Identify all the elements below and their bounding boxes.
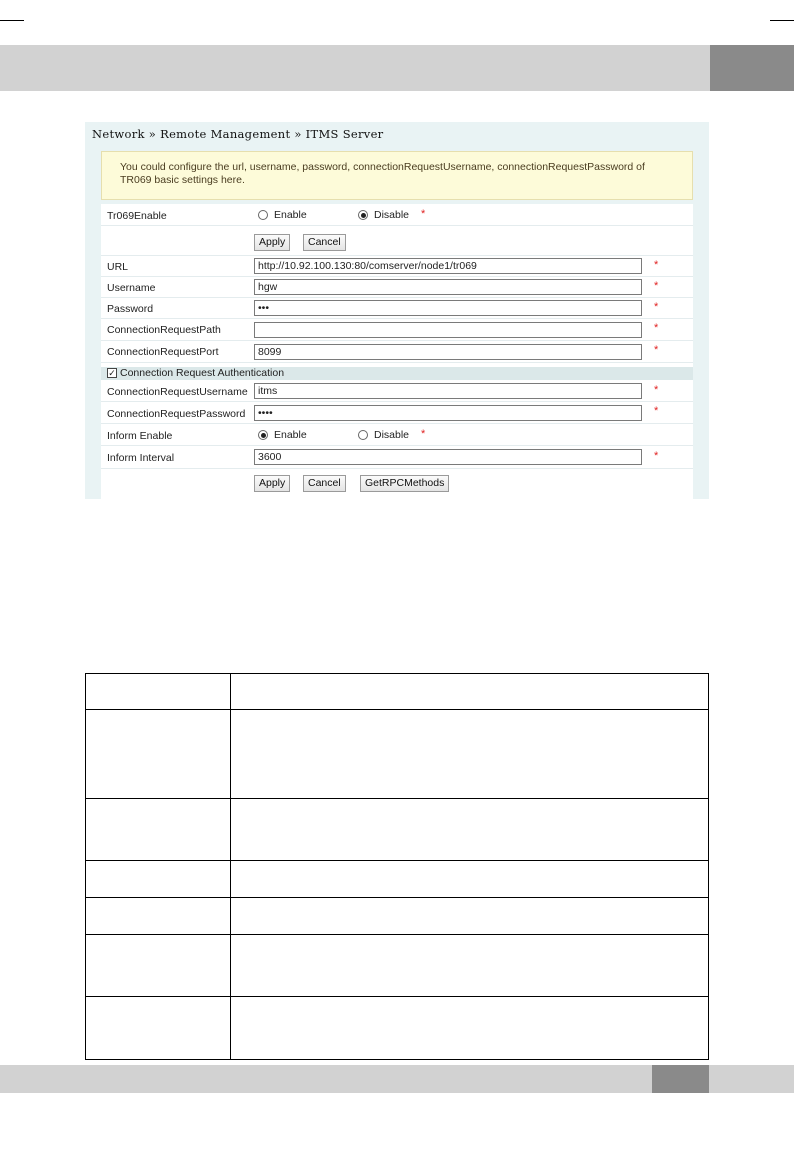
url-input[interactable] — [254, 258, 642, 274]
table-row-divider — [86, 709, 708, 710]
inform-disable-option-label: Disable — [374, 429, 410, 441]
table-column-divider — [230, 674, 231, 1059]
conn-port-input[interactable] — [254, 344, 642, 360]
conn-password-row — [101, 402, 693, 424]
tr069-disable-radio[interactable] — [358, 209, 409, 221]
tr069-actions-row — [101, 226, 693, 256]
conn-auth-label: Connection Request Authentication — [120, 367, 285, 379]
get-rpc-methods-button[interactable]: GetRPCMethods — [360, 475, 449, 492]
cancel-button[interactable]: Cancel — [303, 234, 346, 251]
conn-path-label: ConnectionRequestPath — [107, 324, 221, 336]
cancel-button[interactable]: Cancel — [303, 475, 346, 492]
breadcrumb-item-network[interactable]: Network — [92, 127, 145, 141]
password-input[interactable] — [254, 300, 642, 316]
conn-username-row — [101, 381, 693, 402]
conn-port-label: ConnectionRequestPort — [107, 346, 219, 358]
conn-path-input[interactable] — [254, 322, 642, 338]
info-notice: You could configure the url, username, password, connectionRequestUsername, connectionRequestPassword of TR069 basic settings here. — [101, 151, 693, 200]
apply-button[interactable]: Apply — [254, 475, 290, 492]
breadcrumb — [92, 127, 383, 141]
tr069-enable-label: Tr069Enable — [107, 210, 167, 222]
required-mark: * — [421, 428, 426, 440]
inform-disable-radio[interactable] — [358, 429, 409, 441]
table-row-divider — [86, 996, 708, 997]
tr069-disable-option-label: Disable — [374, 209, 410, 221]
inform-enable-row — [101, 424, 693, 446]
inform-enable-option-label: Enable — [274, 429, 307, 441]
password-row — [101, 298, 693, 319]
url-row — [101, 256, 693, 277]
tr069-enable-radio[interactable] — [258, 209, 307, 221]
table-row-divider — [86, 934, 708, 935]
table-row-divider — [86, 897, 708, 898]
inform-interval-row — [101, 446, 693, 469]
required-mark: * — [654, 450, 659, 462]
required-mark: * — [421, 208, 426, 220]
required-mark: * — [654, 322, 659, 334]
inform-interval-label: Inform Interval — [107, 452, 175, 464]
required-mark: * — [654, 301, 659, 313]
radio-selected-icon[interactable] — [258, 430, 268, 440]
required-mark: * — [654, 280, 659, 292]
conn-auth-checkbox[interactable]: ✓ — [108, 368, 116, 378]
required-mark: * — [654, 405, 659, 417]
conn-password-input[interactable] — [254, 405, 642, 421]
conn-username-input[interactable] — [254, 383, 642, 399]
tr069-enable-row — [101, 204, 693, 226]
radio-selected-icon[interactable] — [358, 210, 368, 220]
url-label: URL — [107, 261, 129, 273]
conn-port-row — [101, 341, 693, 363]
page-header-tab — [710, 45, 794, 91]
tr069-form — [101, 204, 693, 499]
table-row-divider — [86, 860, 708, 861]
username-row — [101, 277, 693, 298]
conn-path-row — [101, 319, 693, 341]
page-footer-bar — [0, 1065, 794, 1093]
radio-icon[interactable] — [358, 430, 368, 440]
crop-mark-right — [770, 20, 794, 21]
conn-password-label: ConnectionRequestPassword — [107, 408, 246, 420]
breadcrumb-separator: » — [294, 127, 302, 141]
page-header-bar — [0, 45, 794, 91]
tr069-enable-option-label: Enable — [274, 209, 307, 221]
username-input[interactable] — [254, 279, 642, 295]
conn-auth-row — [101, 367, 693, 380]
radio-icon[interactable] — [258, 210, 268, 220]
bottom-actions-row — [101, 469, 693, 499]
itms-server-panel — [85, 122, 709, 499]
breadcrumb-separator: » — [148, 127, 157, 141]
required-mark: * — [654, 384, 659, 396]
conn-username-label: ConnectionRequestUsername — [107, 386, 248, 398]
inform-interval-input[interactable] — [254, 449, 642, 465]
required-mark: * — [654, 344, 659, 356]
breadcrumb-item-remote-management[interactable]: Remote Management — [160, 127, 291, 141]
description-table — [85, 673, 709, 1060]
page-footer-tab — [652, 1065, 709, 1093]
inform-enable-radio[interactable] — [258, 429, 307, 441]
required-mark: * — [654, 259, 659, 271]
password-label: Password — [107, 303, 154, 315]
apply-button[interactable]: Apply — [254, 234, 290, 251]
username-label: Username — [107, 282, 156, 294]
crop-mark-left — [0, 20, 24, 21]
inform-enable-label: Inform Enable — [107, 430, 173, 442]
table-row-divider — [86, 798, 708, 799]
breadcrumb-item-itms-server: ITMS Server — [305, 127, 384, 141]
